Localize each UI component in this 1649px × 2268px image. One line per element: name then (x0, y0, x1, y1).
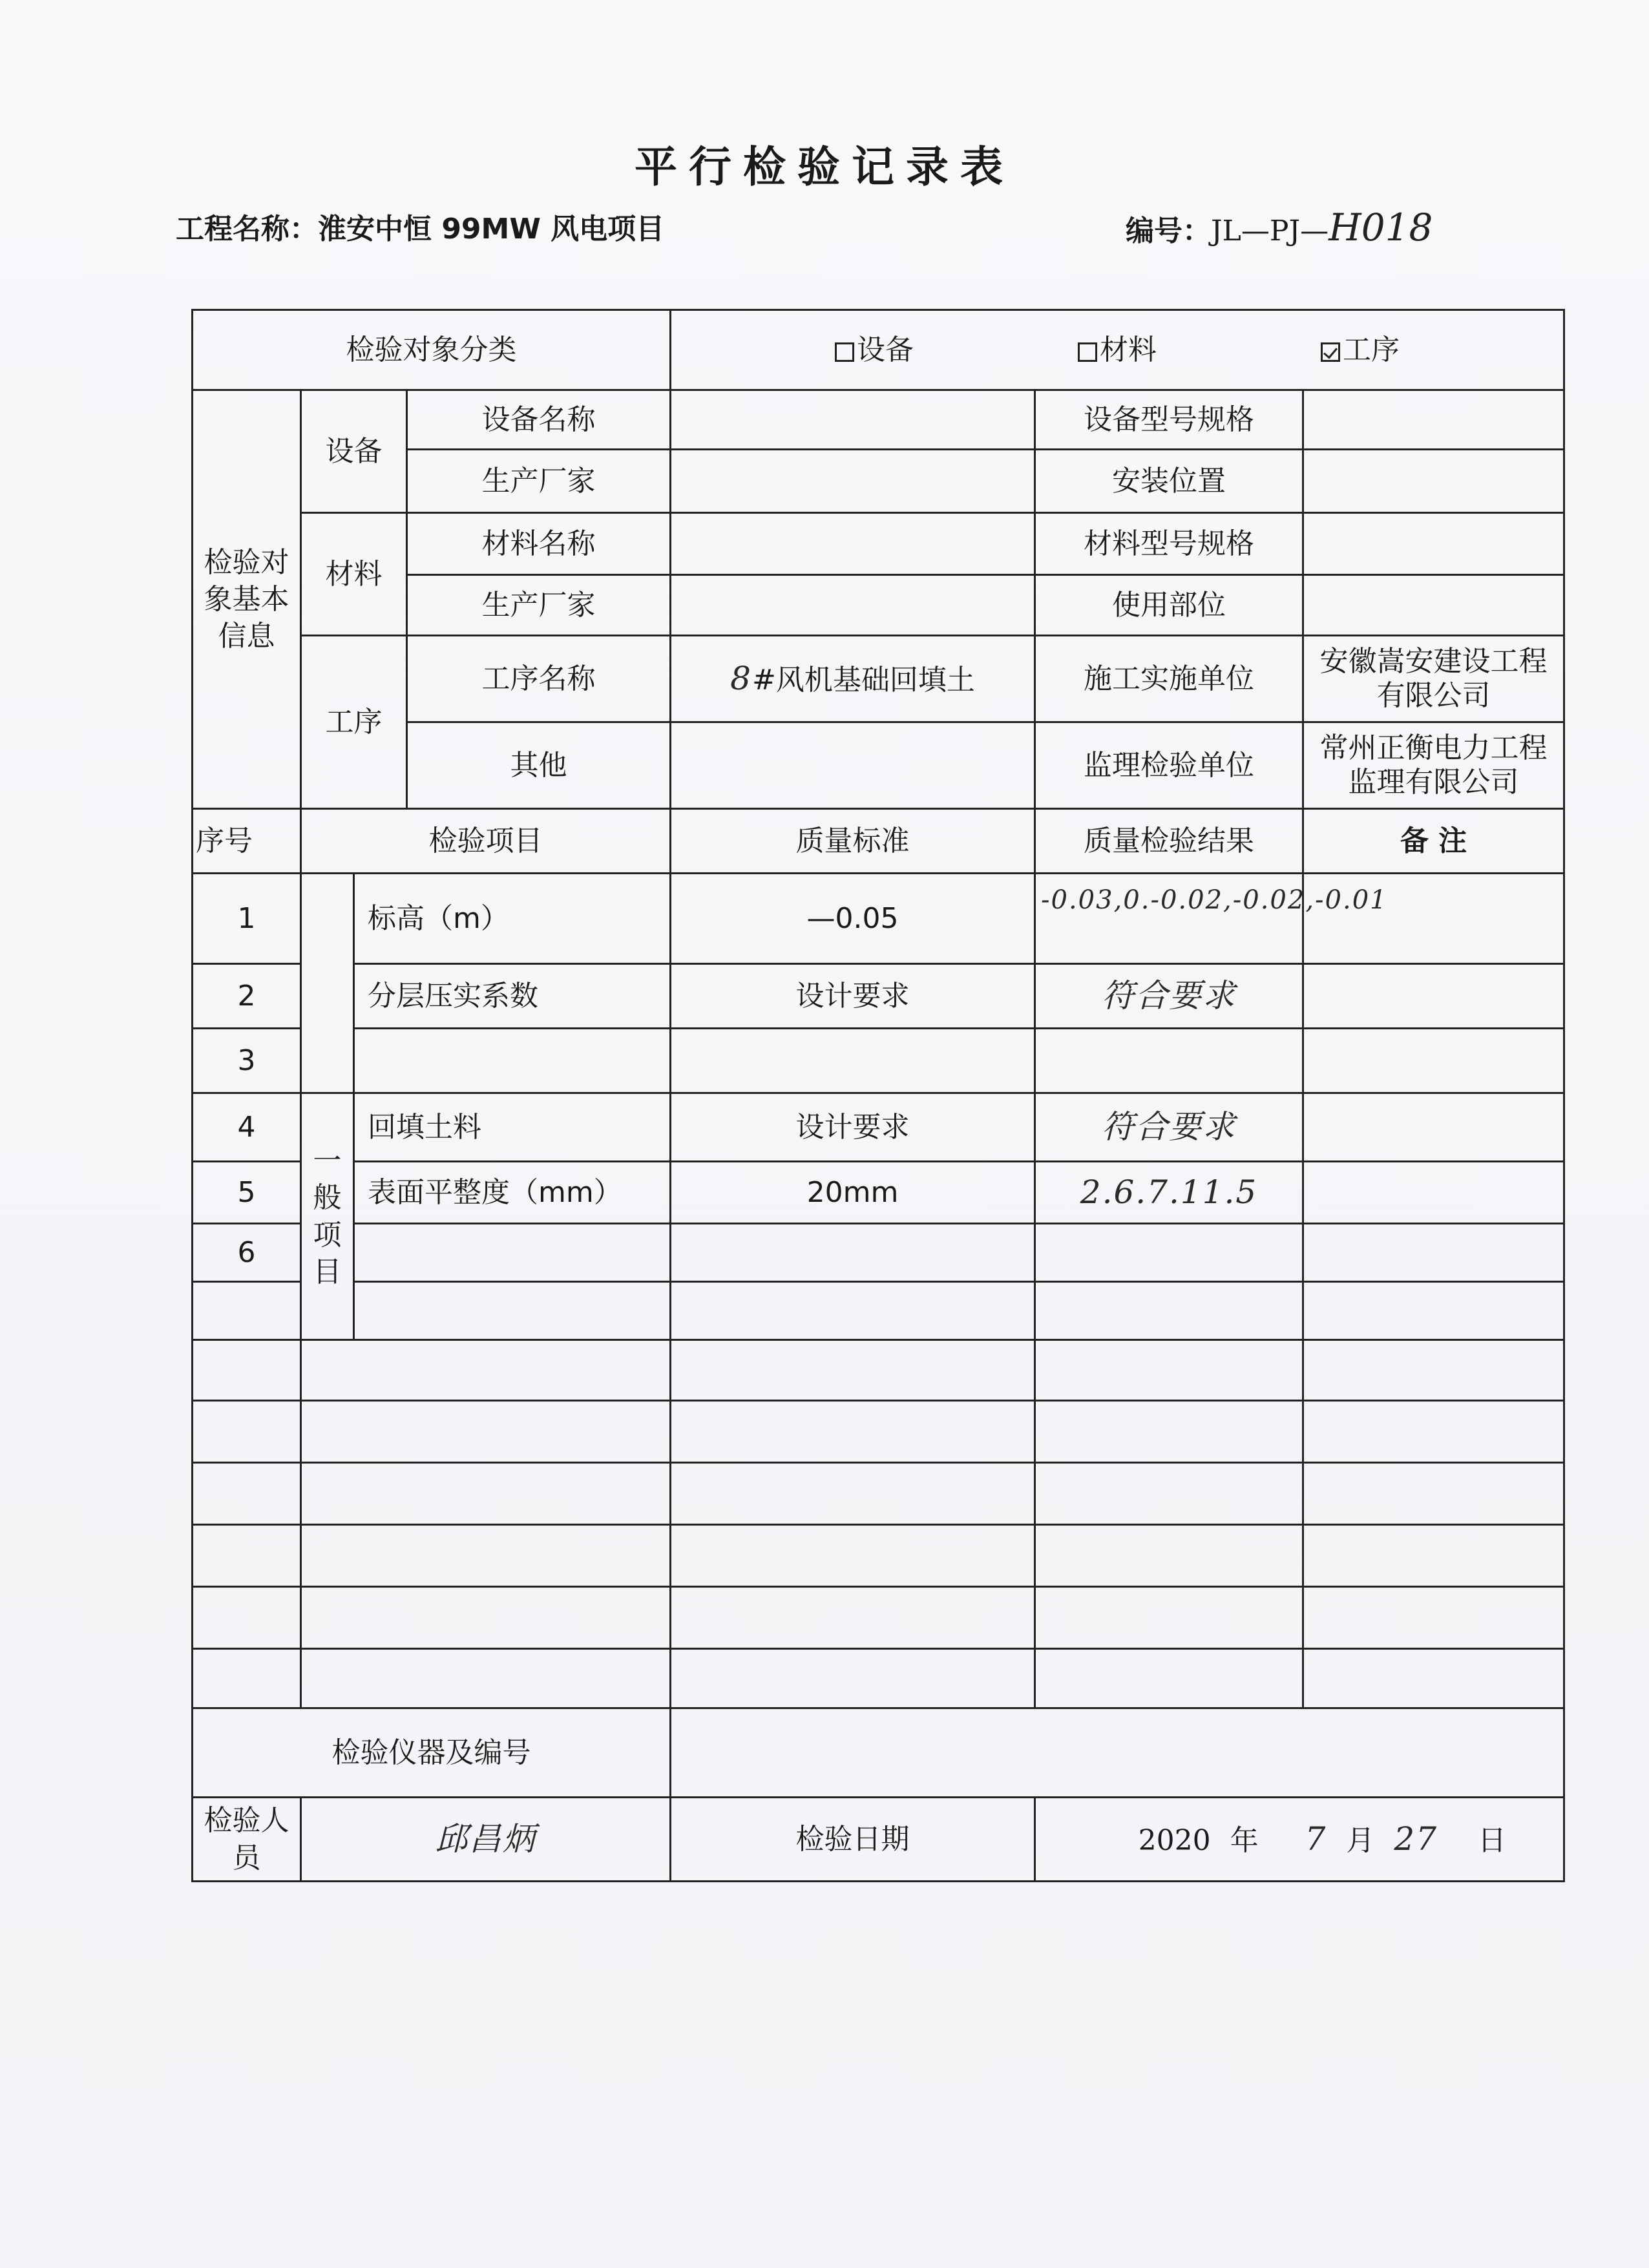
table-row (193, 1162, 1564, 1224)
month-char: 月 (1346, 1824, 1375, 1857)
item-no: 4 (193, 1093, 301, 1162)
material-checkbox[interactable] (1078, 342, 1097, 362)
item-name (354, 1224, 671, 1282)
classification-row (193, 310, 1564, 390)
empty-cell (301, 1587, 671, 1649)
table-row (193, 1224, 1564, 1282)
project-line (176, 205, 664, 247)
empty-cell (671, 1525, 1035, 1587)
empty-cell (1303, 1525, 1564, 1587)
equipment-model-label: 设备型号规格 (1035, 390, 1303, 450)
item-standard (671, 1029, 1035, 1093)
item-name: 表面平整度（mm） (354, 1162, 671, 1224)
equipment-row-1 (193, 390, 1564, 450)
empty-cell (301, 1463, 671, 1525)
table-row (193, 1525, 1564, 1587)
date-month: 7 (1305, 1820, 1327, 1858)
process-checkbox[interactable] (1321, 342, 1340, 362)
items-header-row (193, 809, 1564, 874)
option-equipment-label: 设备 (857, 333, 914, 366)
empty-cell (1035, 1401, 1303, 1463)
process-name-handwritten: 8 (730, 660, 752, 697)
item-remark (1303, 964, 1564, 1029)
date-year: 2020 (1138, 1824, 1211, 1857)
form-title: 平行检验记录表 (635, 142, 1014, 192)
equipment-location-value (1303, 450, 1564, 513)
inspector-label: 检验人员 (193, 1798, 301, 1882)
item-name: 回填土料 (354, 1093, 671, 1162)
item-result: 符合要求 (1035, 964, 1303, 1029)
empty-cell (1035, 1587, 1303, 1649)
material-usage-label: 使用部位 (1035, 575, 1303, 636)
table-row (193, 1029, 1564, 1093)
code-value: JL—PJ— (1211, 215, 1329, 247)
empty-cell (1035, 1340, 1303, 1401)
general-group-label: 一般项目 (301, 1093, 354, 1340)
other-label: 其他 (407, 722, 671, 809)
inspector-signature: 邱昌炳 (301, 1798, 671, 1882)
instrument-value (671, 1708, 1564, 1798)
item-no: 6 (193, 1224, 301, 1282)
table-row (193, 1340, 1564, 1401)
empty-cell (671, 1649, 1035, 1708)
equipment-group-label: 设备 (301, 390, 407, 513)
empty-cell (1303, 1463, 1564, 1525)
contractor-label: 施工实施单位 (1035, 636, 1303, 722)
option-material-label: 材料 (1100, 333, 1157, 366)
supervisor-label: 监理检验单位 (1035, 722, 1303, 809)
empty-cell (1035, 1282, 1303, 1340)
date-value (1035, 1798, 1564, 1882)
empty-cell (1303, 1401, 1564, 1463)
empty-cell (301, 1340, 671, 1401)
classification-label: 检验对象分类 (193, 310, 671, 390)
code-label: 编号： (1126, 215, 1211, 247)
equipment-model-value (1303, 390, 1564, 450)
code-line (1126, 205, 1433, 249)
inspection-table (191, 309, 1565, 1882)
empty-cell (193, 1340, 301, 1401)
process-name-value (671, 636, 1035, 722)
process-name-text: #风机基础回填土 (751, 664, 975, 697)
supervisor-value: 常州正衡电力工程监理有限公司 (1303, 722, 1564, 809)
empty-cell (193, 1525, 301, 1587)
header-no: 序号 (193, 809, 301, 874)
empty-cell (1303, 1340, 1564, 1401)
option-process-label: 工序 (1343, 333, 1400, 366)
item-result: 2.6.7.11.5 (1035, 1162, 1303, 1224)
item-name (354, 1029, 671, 1093)
header-standard: 质量标准 (671, 809, 1035, 874)
date-label: 检验日期 (671, 1798, 1035, 1882)
item-standard (671, 1224, 1035, 1282)
item-standard: 设计要求 (671, 1093, 1035, 1162)
table-row (193, 1282, 1564, 1340)
contractor-value: 安徽嵩安建设工程有限公司 (1303, 636, 1564, 722)
item-no: 3 (193, 1029, 301, 1093)
empty-cell (1303, 1649, 1564, 1708)
empty-cell (1035, 1525, 1303, 1587)
item-result: -0.03,0.-0.02,-0.02,-0.01 (1035, 874, 1303, 964)
other-value (671, 722, 1035, 809)
empty-cell (671, 1463, 1035, 1525)
empty-cell (671, 1340, 1035, 1401)
empty-cell (193, 1587, 301, 1649)
item-remark (1303, 1093, 1564, 1162)
process-name-label: 工序名称 (407, 636, 671, 722)
equipment-checkbox[interactable] (835, 342, 854, 362)
equipment-name-value (671, 390, 1035, 450)
table-row (193, 1649, 1564, 1708)
material-model-value (1303, 513, 1564, 575)
item-name: 分层压实系数 (354, 964, 671, 1029)
header-item: 检验项目 (301, 809, 671, 874)
empty-cell (1303, 1587, 1564, 1649)
date-day: 27 (1394, 1820, 1438, 1858)
item-no: 5 (193, 1162, 301, 1224)
empty-cell (301, 1525, 671, 1587)
empty-cell (1035, 1649, 1303, 1708)
material-row-1 (193, 513, 1564, 575)
item-no: 2 (193, 964, 301, 1029)
empty-cell (671, 1282, 1035, 1340)
equipment-location-label: 安装位置 (1035, 450, 1303, 513)
empty-cell (301, 1649, 671, 1708)
material-model-label: 材料型号规格 (1035, 513, 1303, 575)
material-maker-label: 生产厂家 (407, 575, 671, 636)
basic-info-label: 检验对象基本信息 (193, 390, 301, 809)
year-char: 年 (1230, 1824, 1259, 1857)
empty-cell (354, 1282, 671, 1340)
inspector-row (193, 1798, 1564, 1882)
material-usage-value (1303, 575, 1564, 636)
material-name-label: 材料名称 (407, 513, 671, 575)
table-row (193, 1093, 1564, 1162)
item-result (1035, 1029, 1303, 1093)
item-standard: 设计要求 (671, 964, 1035, 1029)
item-no: 1 (193, 874, 301, 964)
empty-cell (671, 1401, 1035, 1463)
equipment-name-label: 设备名称 (407, 390, 671, 450)
item-result (1035, 1224, 1303, 1282)
equipment-maker-value (671, 450, 1035, 513)
classification-options (671, 310, 1564, 390)
header-result: 质量检验结果 (1035, 809, 1303, 874)
day-char: 日 (1478, 1824, 1507, 1857)
option-equipment[interactable] (835, 331, 914, 368)
material-maker-value (671, 575, 1035, 636)
table-row (193, 1463, 1564, 1525)
equipment-maker-label: 生产厂家 (407, 450, 671, 513)
table-row (193, 1401, 1564, 1463)
empty-cell (193, 1649, 301, 1708)
project-name: 淮安中恒 99MW 风电项目 (318, 213, 665, 246)
item-remark (1303, 1029, 1564, 1093)
empty-cell (193, 1401, 301, 1463)
item-remark (1303, 1162, 1564, 1224)
header-remark: 备 注 (1303, 809, 1564, 874)
option-process[interactable] (1321, 331, 1400, 368)
option-material[interactable] (1078, 331, 1157, 368)
empty-cell (301, 1401, 671, 1463)
process-group-label: 工序 (301, 636, 407, 809)
item-name: 标高（m） (354, 874, 671, 964)
item-standard: —0.05 (671, 874, 1035, 964)
empty-cell (1303, 1282, 1564, 1340)
item-result: 符合要求 (1035, 1093, 1303, 1162)
process-row-1 (193, 636, 1564, 722)
table-row (193, 1587, 1564, 1649)
instrument-row (193, 1708, 1564, 1798)
item-standard: 20mm (671, 1162, 1035, 1224)
table-row (193, 874, 1564, 964)
instrument-label: 检验仪器及编号 (193, 1708, 671, 1798)
code-handwritten: H018 (1329, 205, 1433, 249)
empty-cell (193, 1463, 301, 1525)
empty-cell (671, 1587, 1035, 1649)
empty-cell (1035, 1463, 1303, 1525)
material-group-label: 材料 (301, 513, 407, 636)
table-row (193, 964, 1564, 1029)
item-remark (1303, 1224, 1564, 1282)
empty-cell (193, 1282, 301, 1340)
material-name-value (671, 513, 1035, 575)
main-group-cell (301, 874, 354, 1093)
project-label: 工程名称： (176, 213, 318, 246)
